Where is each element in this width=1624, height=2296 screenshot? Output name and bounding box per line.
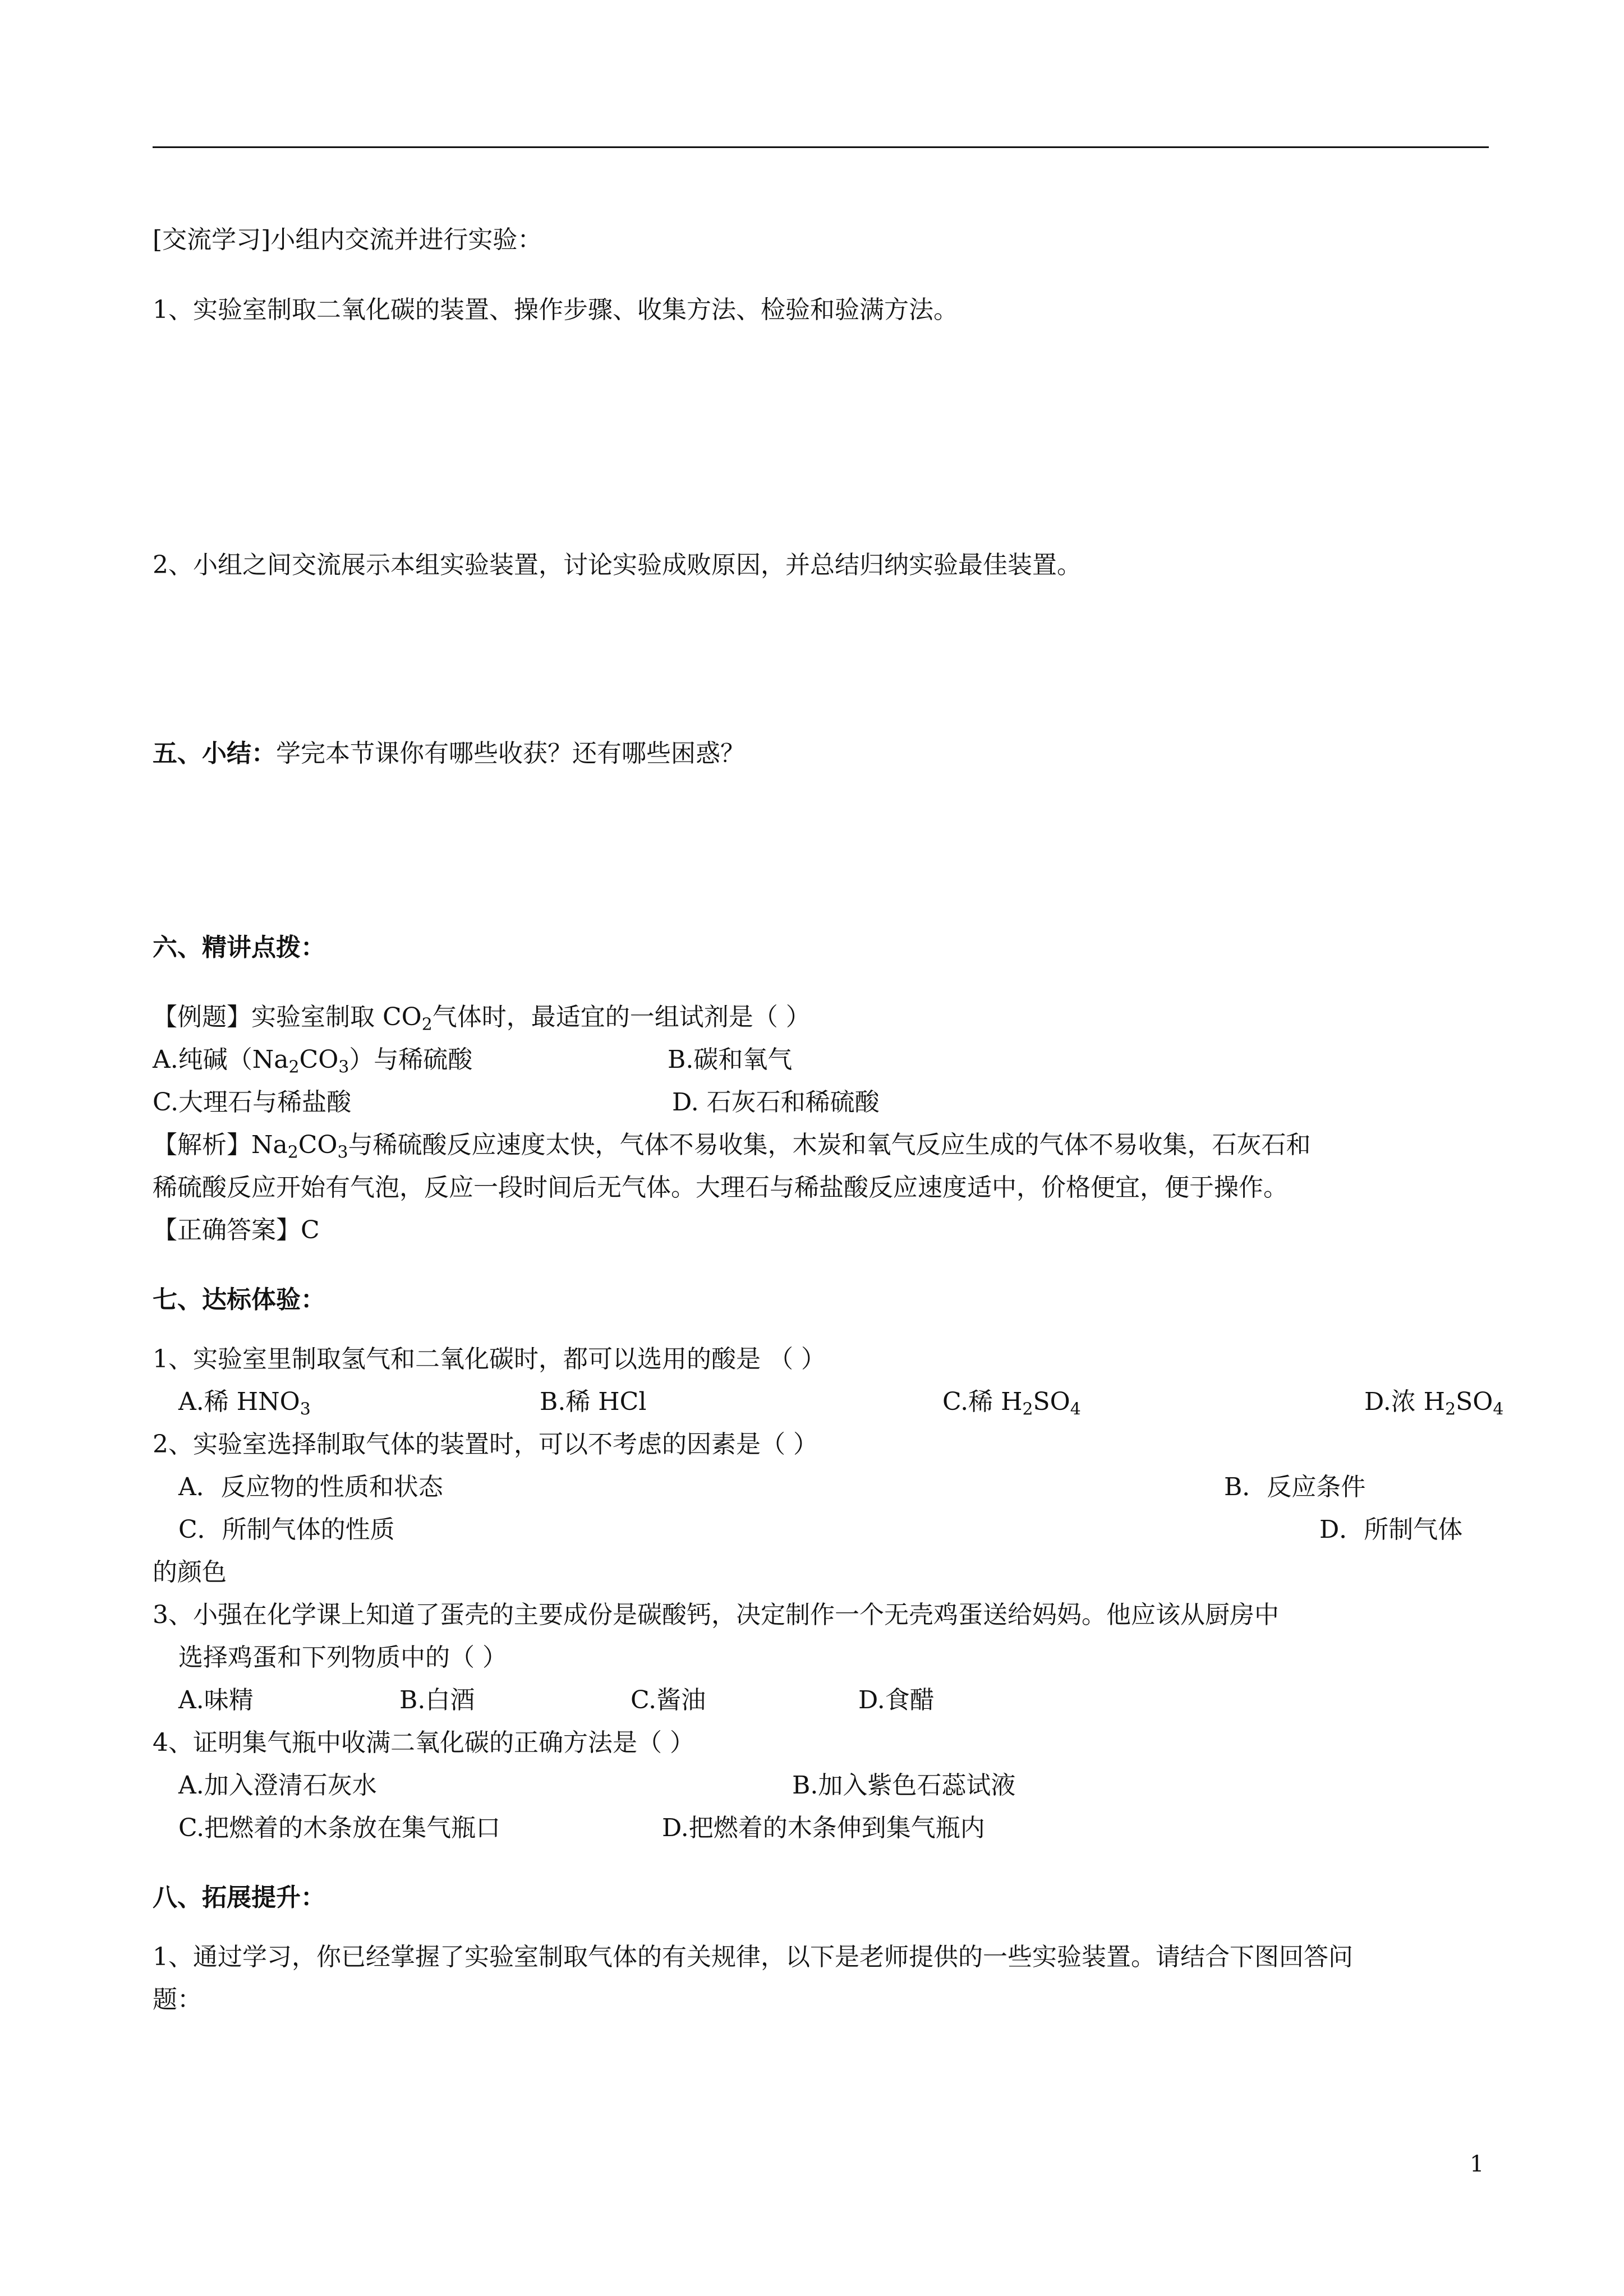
- q1-d-mid: SO: [1456, 1387, 1493, 1416]
- q4-option-c: C.把燃着的木条放在集气瓶口: [178, 1814, 501, 1842]
- extension-question-line1: 1、通过学习，你已经掌握了实验室制取气体的有关规律，以下是老师提供的一些实验装置。请结合下图回答问: [153, 1943, 1353, 1971]
- practice-question-2: 2、实验室选择制取气体的装置时，可以不考虑的因素是（ ）: [153, 1430, 818, 1459]
- q1-option-c: [942, 1387, 1081, 1417]
- section6-heading: 六、精讲点拨：: [153, 933, 325, 962]
- q1-c-sub1: 2: [1022, 1399, 1033, 1419]
- correct-answer: 【正确答案】C: [153, 1216, 320, 1244]
- intro-line: [交流学习]小组内交流并进行实验：: [153, 225, 542, 254]
- q1-d-sub2: 4: [1493, 1399, 1504, 1419]
- q3-option-d: D.食醋: [858, 1686, 935, 1714]
- q1-a-pre: A.稀 HNO: [178, 1387, 300, 1416]
- extension-question-line2: 题：: [153, 1985, 202, 2014]
- section7-heading: 七、达标体验：: [153, 1285, 325, 1314]
- page-number: 1: [1470, 2151, 1484, 2177]
- practice-question-3-line2: 选择鸡蛋和下列物质中的（ ）: [178, 1643, 507, 1672]
- q1-d-pre: D.浓 H: [1364, 1387, 1446, 1416]
- q4-option-b: B.加入紫色石蕊试液: [792, 1771, 1016, 1800]
- analysis-mid: CO: [298, 1131, 338, 1159]
- option-a-mid: CO: [299, 1045, 339, 1074]
- q3-option-a: A.味精: [178, 1686, 254, 1714]
- analysis-line-2: 稀硫酸反应开始有气泡，反应一段时间后无气体。大理石与稀盐酸反应速度适中，价格便宜，便于操作。: [153, 1173, 1288, 1202]
- analysis-post: 与稀硫酸反应速度太快，气体不易收集，木炭和氧气反应生成的气体不易收集，石灰石和: [348, 1131, 1311, 1159]
- option-a-post: ）与稀硫酸: [349, 1045, 473, 1074]
- summary-text: 学完本节课你有哪些收获？还有哪些困惑？: [276, 739, 745, 768]
- example-text-post: 气体时，最适宜的一组试剂是（ ）: [432, 1003, 811, 1031]
- summary-line: [153, 739, 745, 769]
- q1-c-sub2: 4: [1070, 1399, 1081, 1419]
- option-a-sub2: 3: [338, 1057, 349, 1077]
- header-rule: [153, 146, 1489, 148]
- example-option-c: C.大理石与稀盐酸: [153, 1088, 352, 1117]
- q2-option-d: D．所制气体: [1319, 1515, 1463, 1544]
- q2-option-b: B．反应条件: [1224, 1473, 1366, 1501]
- q1-c-mid: SO: [1033, 1387, 1070, 1416]
- q2-option-d-wrap: 的颜色: [153, 1558, 227, 1587]
- analysis-sub1: 2: [287, 1142, 298, 1163]
- analysis-line-1: [153, 1131, 1311, 1163]
- q2-option-c: C．所制气体的性质: [178, 1515, 395, 1544]
- q1-d-sub1: 2: [1445, 1399, 1456, 1419]
- example-option-b: B.碳和氧气: [668, 1045, 793, 1074]
- option-a-sub1: 2: [288, 1057, 300, 1077]
- example-option-d: D. 石灰石和稀硫酸: [672, 1088, 880, 1117]
- example-text-pre: 【例题】实验室制取 CO: [153, 1003, 422, 1031]
- practice-question-3-line1: 3、小强在化学课上知道了蛋壳的主要成份是碳酸钙，决定制作一个无壳鸡蛋送给妈妈。他应该从厨房中: [153, 1601, 1279, 1629]
- q1-a-sub: 3: [300, 1399, 311, 1419]
- q4-option-a: A.加入澄清石灰水: [178, 1771, 377, 1800]
- example-option-a: [153, 1045, 472, 1075]
- q3-option-b: B.白酒: [399, 1686, 475, 1714]
- q1-option-d: [1364, 1387, 1503, 1417]
- q4-option-d: D.把燃着的木条伸到集气瓶内: [662, 1814, 985, 1842]
- q1-c-pre: C.稀 H: [942, 1387, 1023, 1416]
- section8-heading: 八、拓展提升：: [153, 1883, 325, 1912]
- exchange-question-2: 2、小组之间交流展示本组实验装置，讨论实验成败原因，并总结归纳实验最佳装置。: [153, 551, 1082, 579]
- summary-heading: 五、小结：: [153, 739, 276, 768]
- practice-question-4: 4、证明集气瓶中收满二氧化碳的正确方法是（ ）: [153, 1728, 694, 1757]
- example-subscript: 2: [421, 1015, 433, 1035]
- practice-question-1: 1、实验室里制取氢气和二氧化碳时，都可以选用的酸是 （ ）: [153, 1345, 826, 1373]
- analysis-pre: 【解析】Na: [153, 1131, 288, 1159]
- analysis-sub2: 3: [337, 1142, 348, 1163]
- exchange-question-1: 1、实验室制取二氧化碳的装置、操作步骤、收集方法、检验和验满方法。: [153, 296, 958, 324]
- option-a-pre: A.纯碱（Na: [153, 1045, 289, 1074]
- example-question: [153, 1003, 811, 1035]
- q3-option-c: C.酱油: [631, 1686, 706, 1714]
- q2-option-a: A．反应物的性质和状态: [178, 1473, 443, 1501]
- q1-option-a: [178, 1387, 311, 1417]
- q1-option-b: B.稀 HCl: [540, 1387, 647, 1416]
